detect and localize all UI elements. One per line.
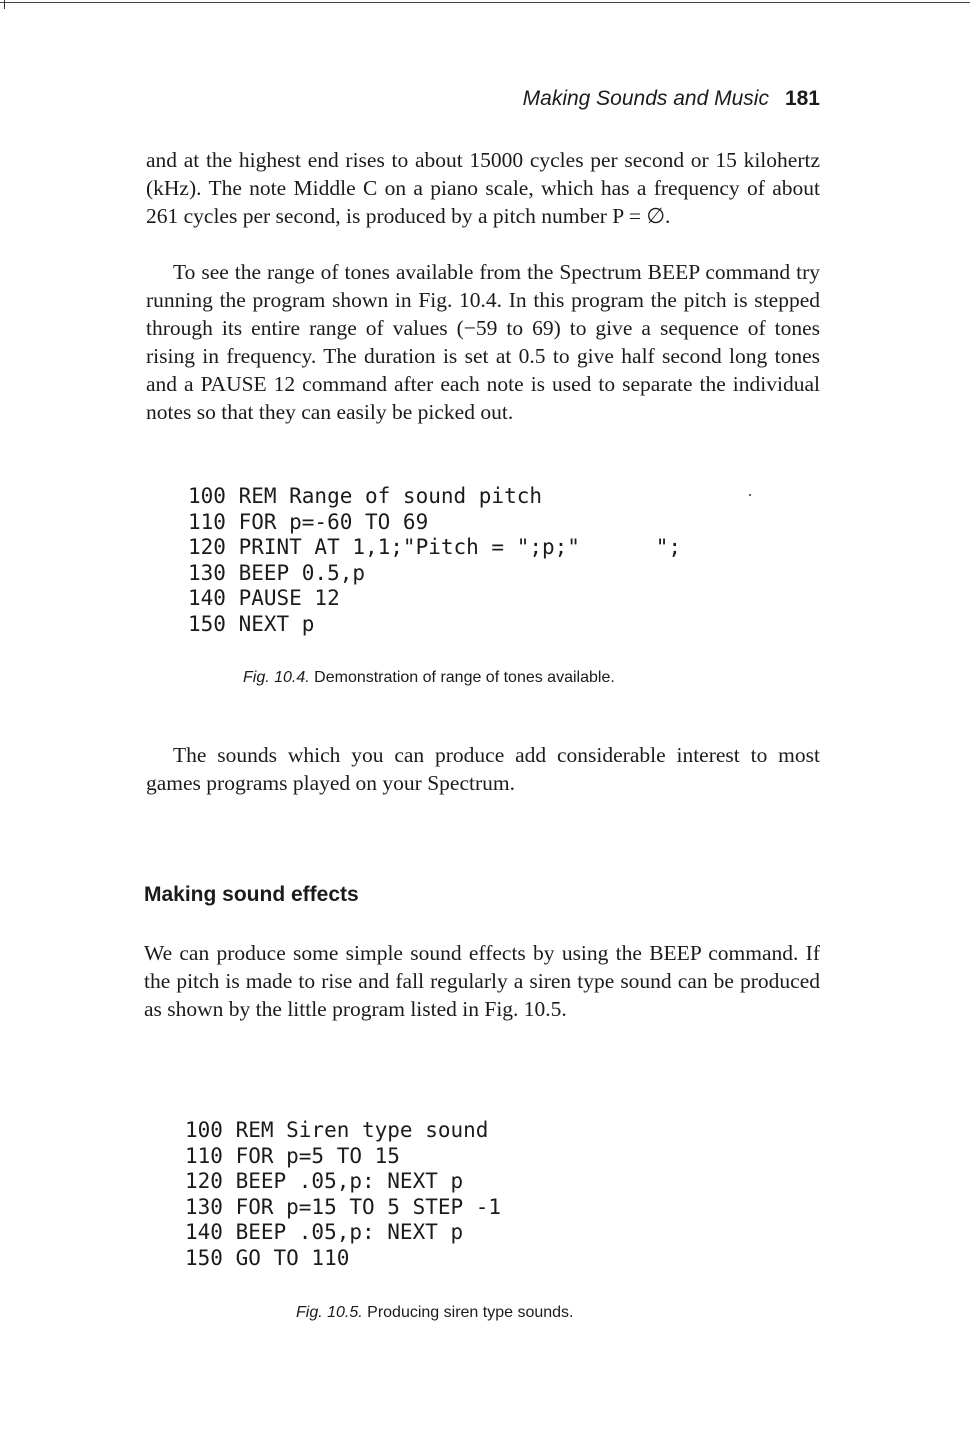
paragraph-range-program: To see the range of tones available from the Spectrum BEEP command try running the program shown in Fig. 10.4. In this program the pitch is stepped through its entire range of values (−59 to 69) to give a sequence of tones rising in frequency. The duration is set at 0.5 to give half second long tones and a PAUSE 12 command after each note is used to separate the individual notes so that they can easily be picked out. [146, 260, 820, 424]
paragraph-games: The sounds which you can produce add considerable interest to most games programs played on your Spectrum. [146, 743, 820, 795]
running-head [300, 87, 820, 111]
code-line: 110 FOR p=-60 TO 69 [188, 509, 429, 534]
code-line: 140 BEEP .05,p: NEXT p [185, 1220, 464, 1245]
figure-caption-10-4 [243, 669, 615, 687]
scan-edge-line [0, 2, 970, 3]
paragraph-sound-effects: We can produce some simple sound effects by using the BEEP command. If the pitch is made to rise and fall regularly a siren type sound can be produced as shown by the little program listed in Fig. 10.5. [144, 941, 820, 1021]
paragraph-frequency: and at the highest end rises to about 15000 cycles per second or 15 kilohertz (kHz). The note Middle C on a piano scale, which has a frequency of about 261 cycles per second, is produced by a pitch number P = ∅. [146, 148, 820, 228]
code-line: 110 FOR p=5 TO 15 [185, 1143, 400, 1168]
listing-range-of-tones [188, 484, 681, 638]
figure-label: Fig. 10.4. [243, 669, 310, 686]
code-line: 150 GO TO 110 [185, 1245, 350, 1270]
figure-caption-text: Demonstration of range of tones available. [314, 669, 615, 686]
code-line: 130 BEEP 0.5,p [188, 560, 366, 585]
scan-edge-tick [4, 0, 5, 9]
code-line: 100 REM Siren type sound [185, 1118, 489, 1142]
listing-siren [185, 1118, 501, 1272]
code-line: 130 FOR p=15 TO 5 STEP -1 [185, 1194, 502, 1219]
code-line: 120 BEEP .05,p: NEXT p [185, 1169, 464, 1194]
figure-label: Fig. 10.5. [296, 1304, 363, 1321]
section-heading: Making sound effects [144, 883, 359, 906]
code-line: 140 PAUSE 12 [188, 586, 340, 611]
figure-caption-10-5 [296, 1304, 574, 1322]
code-line: 100 REM Range of sound pitch [188, 484, 543, 508]
code-line: 120 PRINT AT 1,1;"Pitch = ";p;" "; [188, 535, 682, 560]
running-head-title: Making Sounds and Music [522, 87, 769, 110]
scan-speck [749, 494, 751, 496]
figure-caption-text: Producing siren type sounds. [367, 1304, 574, 1321]
code-line: 150 NEXT p [188, 611, 315, 636]
page-number: 181 [784, 87, 820, 110]
